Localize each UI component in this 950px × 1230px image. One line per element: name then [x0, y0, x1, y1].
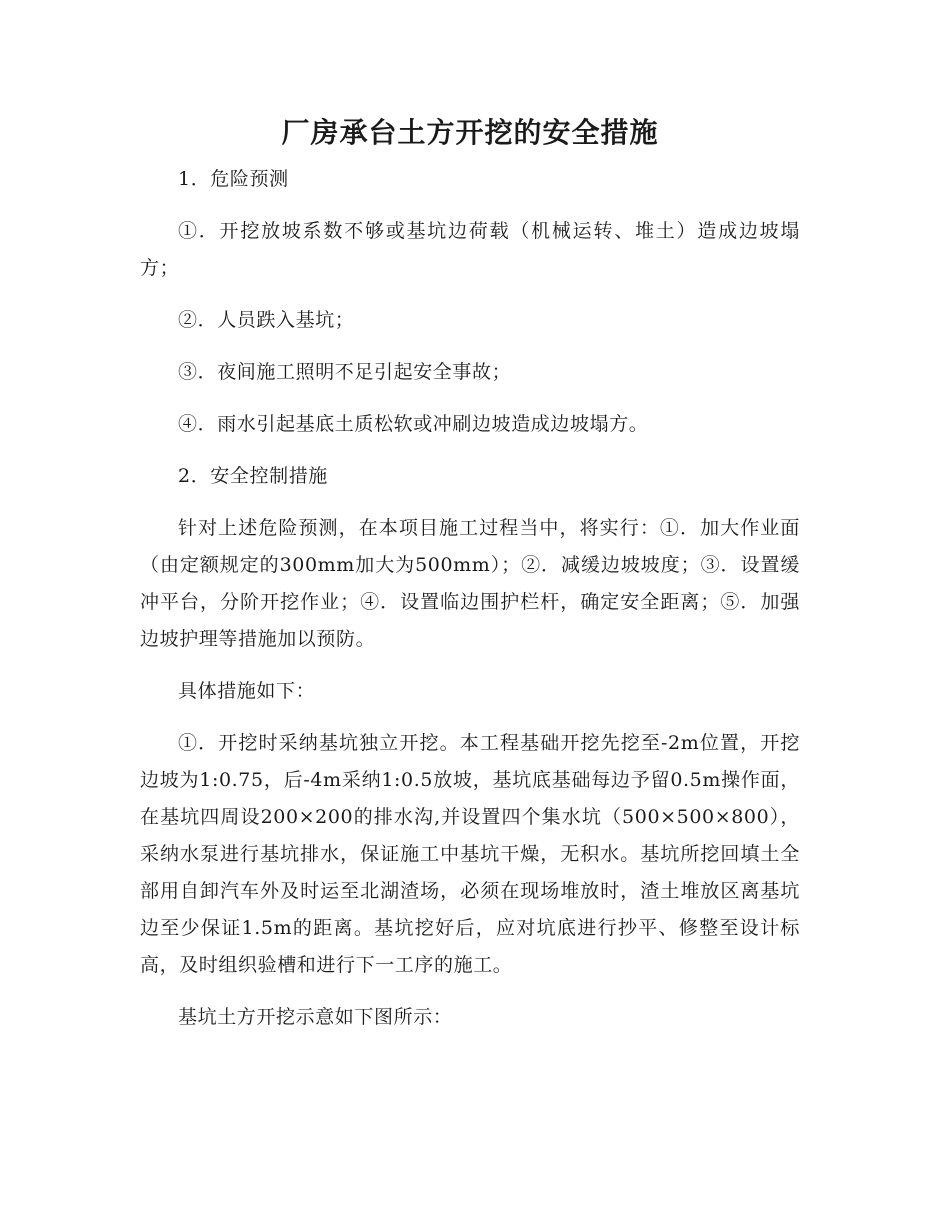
specific-measures-heading: 具体措施如下：: [178, 680, 316, 702]
document-page: [140, 105, 800, 1036]
risk-item-2: ②．人员跌入基坑；: [178, 309, 355, 331]
excavation-paragraph: ①．开挖时采纳基坑独立开挖。本工程基础开挖先挖至-2m位置，开挖边坡为1:0.75，后-4m采纳1:0.5放坡，基坑底基础每边予留0.5m操作面，在基坑四周设200×200的排水沟,并设置四个集水坑（500×500×800），采纳水泵进行基坑排水，保证施工中基坑干燥，无积水。基坑所挖回填土全部用自卸汽车外及时运至北湖渣场，必须在现场堆放时，渣土堆放区离基坑边至少保证1.5m的距离。基坑挖好后，应对坑底进行抄平、修整至设计标高，及时组织验槽和进行下一工序的施工。: [140, 732, 800, 976]
control-measures-paragraph: 针对上述危险预测，在本项目施工过程当中，将实行：①．加大作业面（由定额规定的300mm加大为500mm）；②．减缓边坡坡度；③．设置缓冲平台，分阶开挖作业；④．设置临边围护栏杆，确定安全距离；⑤．加强边坡护理等措施加以预防。: [140, 517, 800, 650]
diagram-caption: 基坑土方开挖示意如下图所示：: [178, 1006, 453, 1028]
risk-item-1: ①．开挖放坡系数不够或基坑边荷载（机械运转、堆土）造成边坡塌方；: [140, 220, 800, 279]
section-heading-risk: 1．危险预测: [178, 168, 289, 190]
risk-item-4: ④．雨水引起基底土质松软或冲刷边坡造成边坡塌方。: [178, 413, 649, 435]
risk-item-3: ③．夜间施工照明不足引起安全事故；: [178, 361, 512, 383]
section-heading-control: 2．安全控制措施: [178, 465, 328, 487]
document-title: 厂房承台土方开挖的安全措施: [281, 116, 659, 149]
